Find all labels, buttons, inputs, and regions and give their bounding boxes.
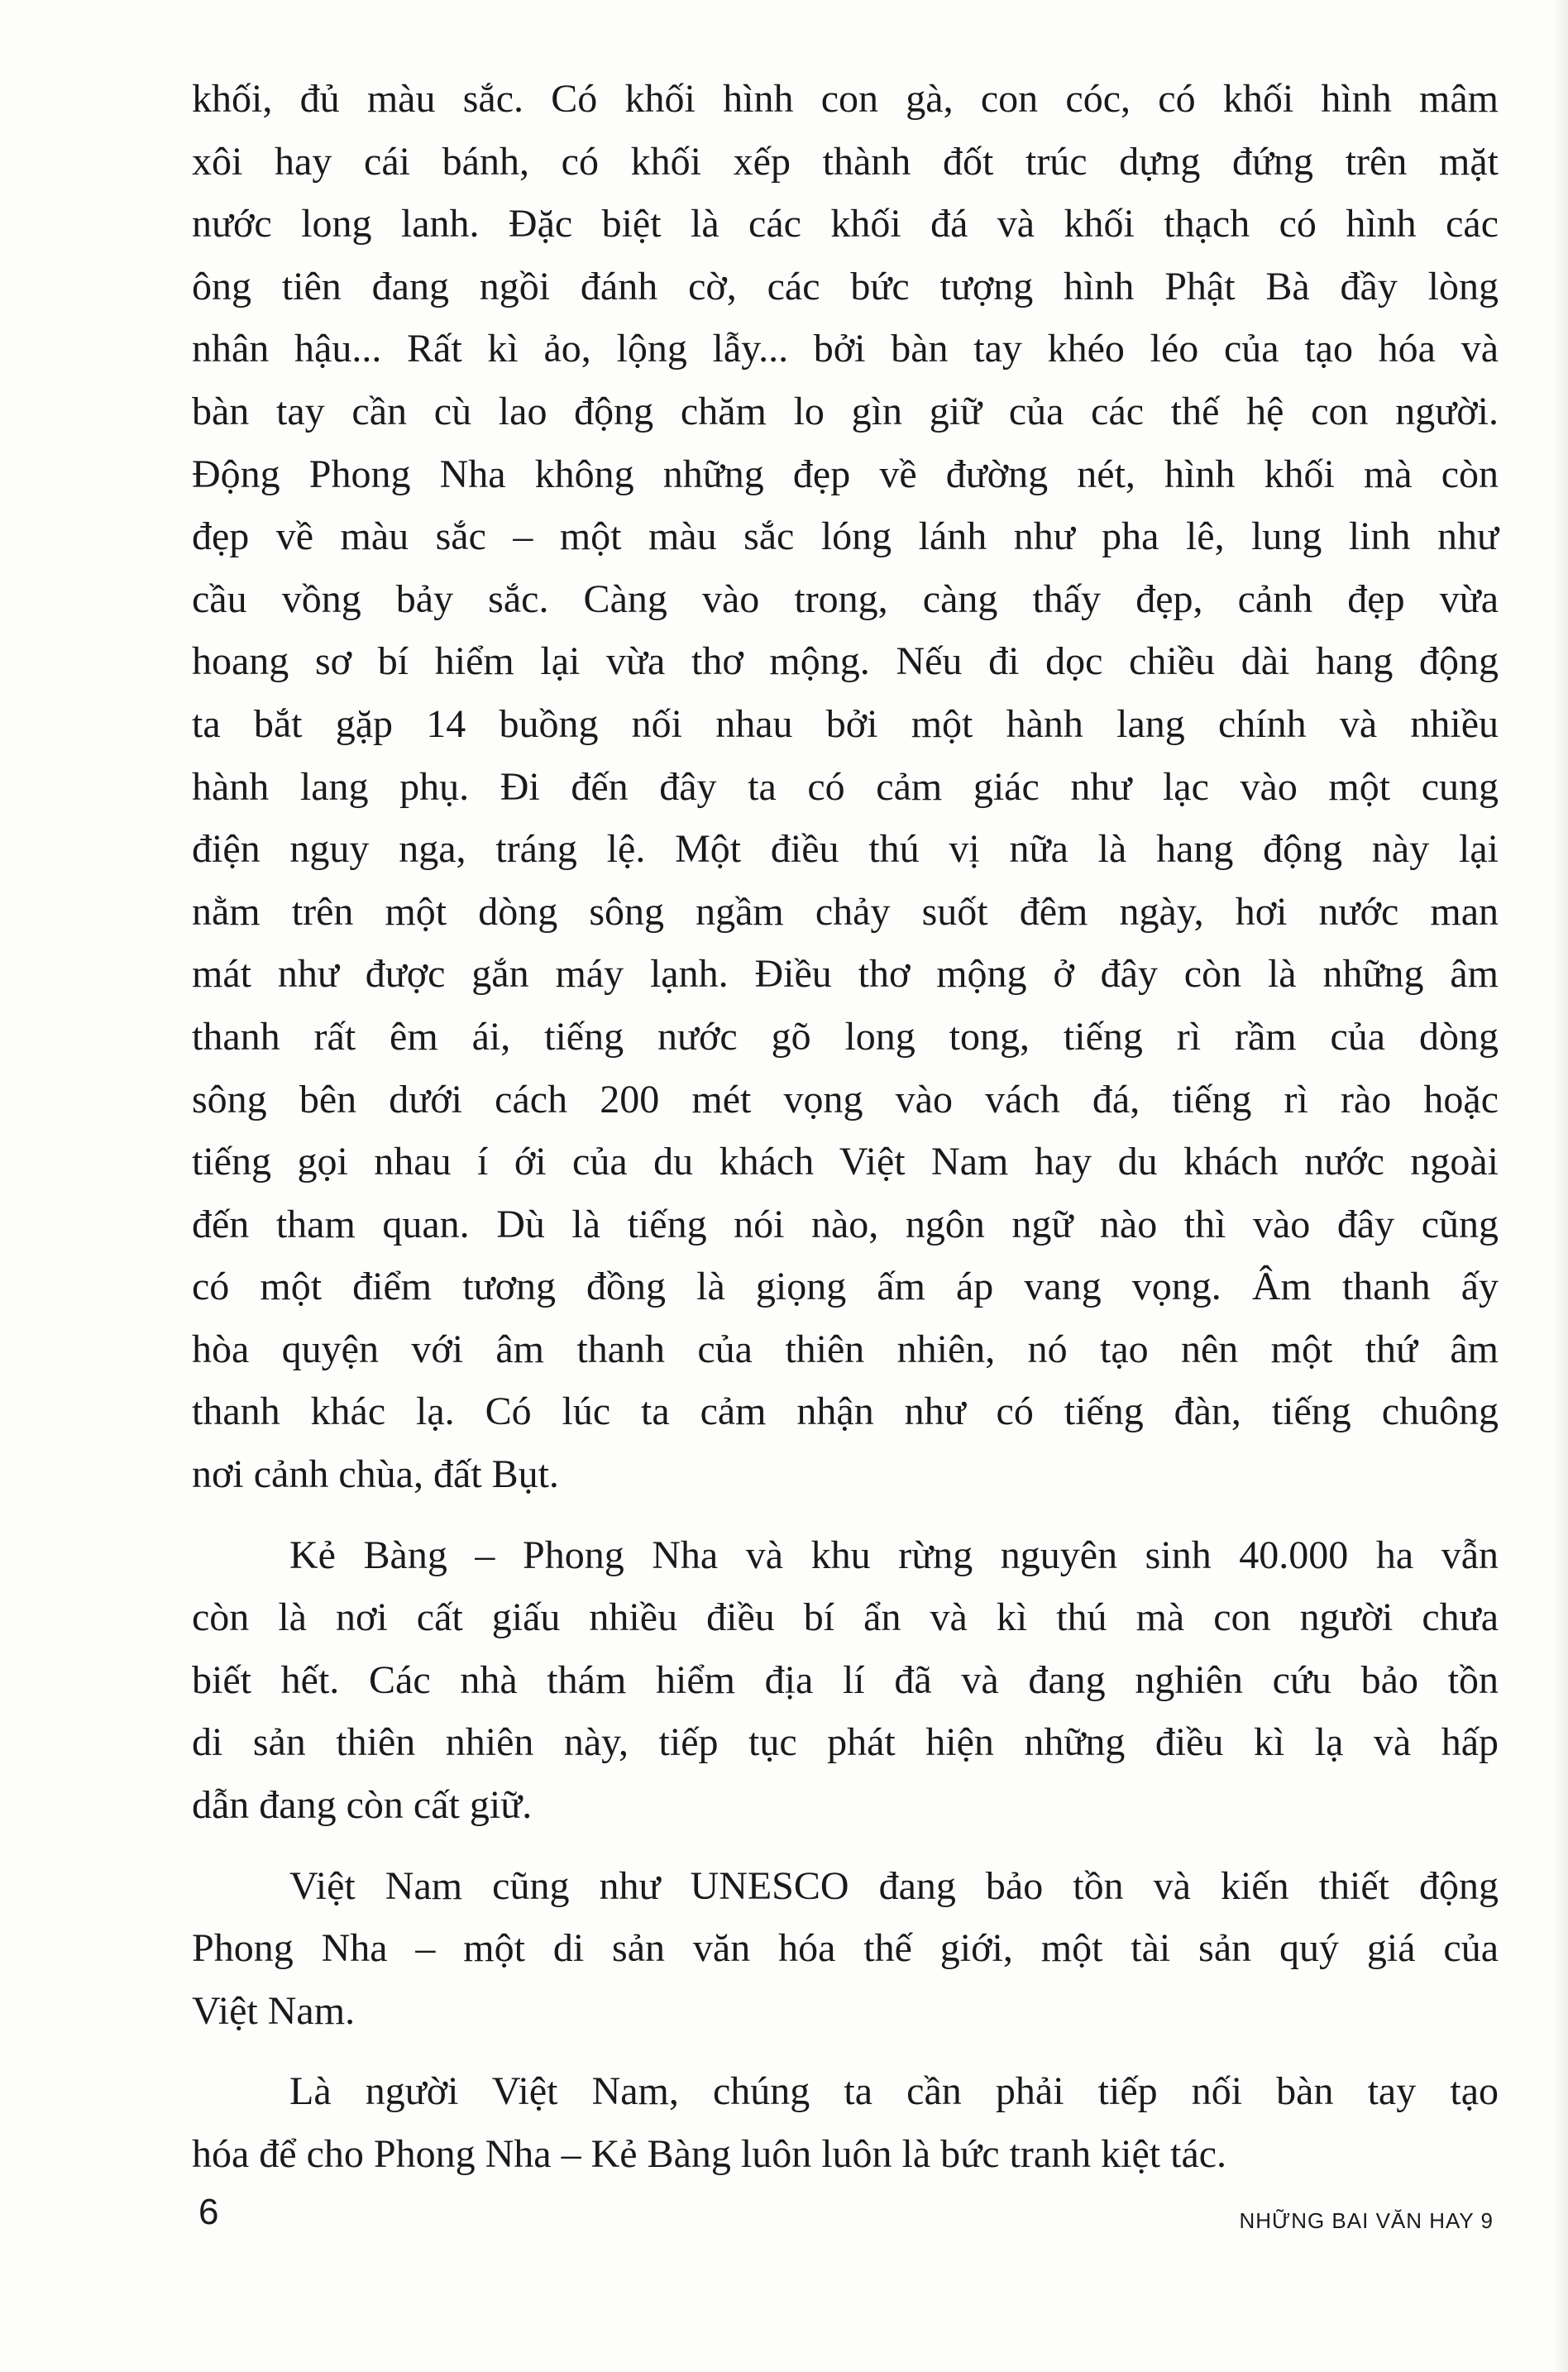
text-line: ông tiên đang ngồi đánh cờ, các bức tượng hình Phật Bà đầy lòng [192, 264, 1499, 308]
text-line: di sản thiên nhiên này, tiếp tục phát hiện những điều kì lạ và hấp [192, 1720, 1499, 1765]
text-line: hành lang phụ. Đi đến đây ta có cảm giác như lạc vào một cung [192, 764, 1499, 809]
text-line: hoang sơ bí hiểm lại vừa thơ mộng. Nếu đi dọc chiều dài hang động [192, 639, 1499, 684]
text-line: Là người Việt Nam, chúng ta cần phải tiếp nối bàn tay tạo [289, 2069, 1499, 2114]
text-line: nơi cảnh chùa, đất Bụt. [192, 1452, 559, 1497]
text-line: đẹp về màu sắc – một màu sắc lóng lánh như pha lê, lung linh như [192, 514, 1499, 559]
text-line: khối, đủ màu sắc. Có khối hình con gà, con cóc, có khối hình mâm [192, 77, 1499, 121]
text-line: hòa quyện với âm thanh của thiên nhiên, nó tạo nên một thứ âm [192, 1327, 1499, 1371]
paragraph-gap [192, 1506, 1499, 1524]
text-line: Phong Nha – một di sản văn hóa thế giới, một tài sản quý giá của [192, 1926, 1499, 1971]
text-line: mát như được gắn máy lạnh. Điều thơ mộng ở đây còn là những âm [192, 952, 1499, 997]
body-text [192, 68, 1499, 2186]
text-line: bàn tay cần cù lao động chăm lo gìn giữ của các thế hệ con người. [192, 389, 1499, 433]
text-line: nằm trên một dòng sông ngầm chảy suốt đêm ngày, hơi nước man [192, 889, 1499, 934]
text-line: Kẻ Bàng – Phong Nha và khu rừng nguyên sinh 40.000 ha vẫn [289, 1533, 1499, 1577]
paragraph-gap [192, 2042, 1499, 2060]
text-line: điện nguy nga, tráng lệ. Một điều thú vị nữa là hang động này lại [192, 827, 1499, 872]
text-line: thanh rất êm ái, tiếng nước gõ long tong, tiếng rì rầm của dòng [192, 1014, 1499, 1059]
text-line: còn là nơi cất giấu nhiều điều bí ẩn và kì thú mà con người chưa [192, 1595, 1499, 1640]
text-line: Việt Nam. [192, 1988, 356, 2033]
text-line: sông bên dưới cách 200 mét vọng vào vách đá, tiếng rì rào hoặc [192, 1077, 1499, 1121]
text-line: Động Phong Nha không những đẹp về đường nét, hình khối mà còn [192, 452, 1499, 496]
page-number: 6 [198, 2192, 219, 2232]
text-line: nước long lanh. Đặc biệt là các khối đá và khối thạch có hình các [192, 202, 1499, 246]
text-line: nhân hậu... Rất kì ảo, lộng lẫy... bởi bàn tay khéo léo của tạo hóa và [192, 327, 1499, 371]
running-title: NHỮNG BAI VĂN HAY 9 [1239, 2208, 1494, 2233]
text-line: tiếng gọi nhau í ới của du khách Việt Nam hay du khách nước ngoài [192, 1140, 1499, 1184]
paragraph-2 [192, 1524, 1499, 1837]
text-line: đến tham quan. Dù là tiếng nói nào, ngôn ngữ nào thì vào đây cũng [192, 1202, 1499, 1246]
text-line: biết hết. Các nhà thám hiểm địa lí đã và đang nghiên cứu bảo tồn [192, 1657, 1499, 1702]
text-line: ta bắt gặp 14 buồng nối nhau bởi một hành lang chính và nhiều [192, 701, 1499, 746]
text-line: thanh khác lạ. Có lúc ta cảm nhận như có tiếng đàn, tiếng chuông [192, 1389, 1499, 1434]
paragraph-3 [192, 1855, 1499, 2043]
text-line: dẫn đang còn cất giữ. [192, 1783, 533, 1828]
text-line: hóa để cho Phong Nha – Kẻ Bàng luôn luôn là bức tranh kiệt tác. [192, 2132, 1227, 2176]
page-footer [0, 2192, 1568, 2258]
text-line: Việt Nam cũng như UNESCO đang bảo tồn và kiến thiết động [289, 1863, 1499, 1908]
page-edge-shadow [1553, 0, 1568, 2372]
text-line: cầu vồng bảy sắc. Càng vào trong, càng thấy đẹp, cảnh đẹp vừa [192, 576, 1499, 621]
text-line: có một điểm tương đồng là giọng ấm áp vang vọng. Âm thanh ấy [192, 1265, 1499, 1309]
paragraph-4 [192, 2060, 1499, 2185]
paragraph-1 [192, 68, 1499, 1506]
text-line: xôi hay cái bánh, có khối xếp thành đốt trúc dựng đứng trên mặt [192, 139, 1499, 184]
paragraph-gap [192, 1837, 1499, 1855]
